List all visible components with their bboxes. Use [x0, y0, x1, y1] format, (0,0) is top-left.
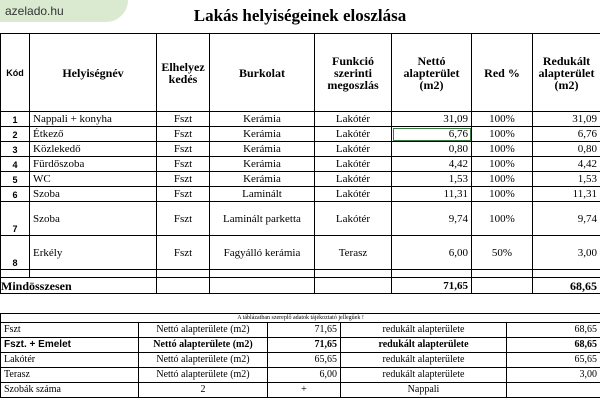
room-elhelyezkedes[interactable]: Fszt [157, 112, 210, 127]
table-row [1, 172, 600, 187]
room-name[interactable]: Nappali + konyha [30, 112, 157, 127]
disclaimer-note: A táblázatban szereplő adatok tájékoztató jellegűek ! [1, 314, 600, 323]
header-name: Helyiségnév [30, 34, 157, 112]
room-red[interactable]: 100% [472, 142, 533, 157]
summary-label[interactable]: Fszt. + Emelet [1, 338, 139, 353]
room-redukalt[interactable]: 31,09 [533, 112, 600, 127]
room-kod[interactable]: 5 [1, 172, 30, 187]
room-kod[interactable]: 7 [1, 202, 30, 236]
room-elhelyezkedes[interactable]: Fszt [157, 142, 210, 157]
room-elhelyezkedes[interactable]: Fszt [157, 202, 210, 236]
summary-redukalt[interactable]: 65,65 [507, 353, 600, 368]
room-elhelyezkedes[interactable]: Fszt [157, 187, 210, 202]
room-funkcio[interactable]: Lakótér [315, 187, 392, 202]
room-name[interactable]: Szoba [30, 202, 157, 236]
room-elhelyezkedes[interactable]: Fszt [157, 172, 210, 187]
room-netto[interactable]: 31,09 [392, 112, 472, 127]
room-burkolat[interactable]: Kerámia [210, 112, 315, 127]
summary-desc[interactable]: Nettó alapterülete (m2) [139, 353, 268, 368]
total-label: Mindösszesen [1, 278, 157, 294]
room-kod[interactable]: 2 [1, 127, 30, 142]
room-name[interactable]: Közlekedő [30, 142, 157, 157]
table-row [1, 202, 600, 236]
room-name[interactable]: WC [30, 172, 157, 187]
room-red[interactable]: 100% [472, 157, 533, 172]
room-netto[interactable]: 11,31 [392, 187, 472, 202]
room-name[interactable]: Erkély [30, 236, 157, 270]
room-elhelyezkedes[interactable]: Fszt [157, 127, 210, 142]
table-row [1, 112, 600, 127]
total-netto: 71,65 [392, 278, 472, 294]
room-redukalt[interactable]: 4,42 [533, 157, 600, 172]
room-burkolat[interactable]: Kerámia [210, 172, 315, 187]
site-badge: azelado.hu [0, 0, 128, 22]
room-kod[interactable]: 6 [1, 187, 30, 202]
room-redukalt[interactable]: 0,80 [533, 142, 600, 157]
header-kod: Kód [1, 34, 30, 112]
rooms-count-value[interactable]: 2 [139, 383, 268, 398]
room-name[interactable]: Szoba [30, 187, 157, 202]
room-funkcio[interactable]: Lakótér [315, 202, 392, 236]
spacer-row [1, 270, 600, 278]
summary-redukalt[interactable]: 68,65 [507, 338, 600, 353]
header-elhelyezkedes: Elhelyez kedés [157, 34, 210, 112]
room-name[interactable]: Fürdőszoba [30, 157, 157, 172]
room-red[interactable]: 50% [472, 236, 533, 270]
summary-desc[interactable]: Nettó alapterülete (m2) [139, 323, 268, 338]
rooms-count-row [1, 383, 600, 398]
room-elhelyezkedes[interactable]: Fszt [157, 236, 210, 270]
room-redukalt[interactable]: 6,76 [533, 127, 600, 142]
summary-label[interactable]: Terasz [1, 368, 139, 383]
summary-row [1, 353, 600, 368]
header-burkolat: Burkolat [210, 34, 315, 112]
summary-netto[interactable]: 71,65 [268, 338, 341, 353]
room-burkolat[interactable]: Laminált [210, 187, 315, 202]
table-row [1, 127, 600, 142]
summary-desc2[interactable]: redukált alapterülete [341, 323, 507, 338]
total-row [1, 278, 600, 294]
summary-desc[interactable]: Nettó alapterülete (m2) [139, 338, 268, 353]
room-funkcio[interactable]: Lakótér [315, 112, 392, 127]
rooms-count-plus[interactable]: + [268, 383, 341, 398]
header-netto: Nettó alapterület (m2) [392, 34, 472, 112]
empty-cell[interactable] [507, 383, 600, 398]
table-row [1, 236, 600, 270]
summary-redukalt[interactable]: 68,65 [507, 323, 600, 338]
room-redukalt[interactable]: 9,74 [533, 202, 600, 236]
room-kod[interactable]: 3 [1, 142, 30, 157]
table-row [1, 142, 600, 157]
rooms-table [0, 33, 600, 294]
summary-label[interactable]: Fszt [1, 323, 139, 338]
summary-row [1, 323, 600, 338]
summary-table [0, 313, 600, 398]
summary-desc2[interactable]: redukált alapterülete [341, 338, 507, 353]
summary-label[interactable]: Lakótér [1, 353, 139, 368]
room-funkcio[interactable]: Lakótér [315, 157, 392, 172]
room-red[interactable]: 100% [472, 127, 533, 142]
header-red: Red % [472, 34, 533, 112]
room-redukalt[interactable]: 3,00 [533, 236, 600, 270]
page-title: Lakás helyiségeinek eloszlása [193, 6, 407, 25]
summary-netto[interactable]: 6,00 [268, 368, 341, 383]
summary-row [1, 338, 600, 353]
room-burkolat[interactable]: Kerámia [210, 142, 315, 157]
header-redukalt: Redukált alapterület (m2) [533, 34, 600, 112]
room-red[interactable]: 100% [472, 187, 533, 202]
room-funkcio[interactable]: Lakótér [315, 172, 392, 187]
room-netto[interactable]: 0,80 [392, 142, 472, 157]
summary-desc2[interactable]: redukált alapterülete [341, 353, 507, 368]
room-name[interactable]: Étkező [30, 127, 157, 142]
total-redukalt: 68,65 [533, 278, 600, 294]
table-header-row [1, 34, 600, 112]
room-netto-selected-cell[interactable]: 6,76 [392, 127, 472, 142]
note-row [1, 314, 600, 323]
summary-desc[interactable]: Nettó alapterülete (m2) [139, 368, 268, 383]
room-kod[interactable]: 4 [1, 157, 30, 172]
summary-netto[interactable]: 71,65 [268, 323, 341, 338]
room-elhelyezkedes[interactable]: Fszt [157, 157, 210, 172]
summary-netto[interactable]: 65,65 [268, 353, 341, 368]
summary-row [1, 368, 600, 383]
room-burkolat[interactable]: Laminált parketta [210, 202, 315, 236]
room-red[interactable]: 100% [472, 112, 533, 127]
room-kod[interactable]: 8 [1, 236, 30, 270]
room-burkolat[interactable]: Fagyálló kerámia [210, 236, 315, 270]
table-row [1, 157, 600, 172]
room-red[interactable]: 100% [472, 202, 533, 236]
summary-desc2[interactable]: redukált alapterülete [341, 368, 507, 383]
rooms-count-label[interactable]: Szobák száma [1, 383, 139, 398]
rooms-count-type[interactable]: Nappali [341, 383, 507, 398]
room-kod[interactable]: 1 [1, 112, 30, 127]
room-burkolat[interactable]: Kerámia [210, 127, 315, 142]
table-row [1, 187, 600, 202]
room-funkcio[interactable]: Terasz [315, 236, 392, 270]
room-funkcio[interactable]: Lakótér [315, 142, 392, 157]
room-netto[interactable]: 6,00 [392, 236, 472, 270]
header-funkcio: Funkció szerinti megoszlás [315, 34, 392, 112]
room-netto[interactable]: 9,74 [392, 202, 472, 236]
room-netto[interactable]: 4,42 [392, 157, 472, 172]
room-red[interactable]: 100% [472, 172, 533, 187]
summary-redukalt[interactable]: 3,00 [507, 368, 600, 383]
room-redukalt[interactable]: 11,31 [533, 187, 600, 202]
room-burkolat[interactable]: Kerámia [210, 157, 315, 172]
room-netto[interactable]: 1,53 [392, 172, 472, 187]
room-redukalt[interactable]: 1,53 [533, 172, 600, 187]
room-funkcio[interactable]: Lakótér [315, 127, 392, 142]
